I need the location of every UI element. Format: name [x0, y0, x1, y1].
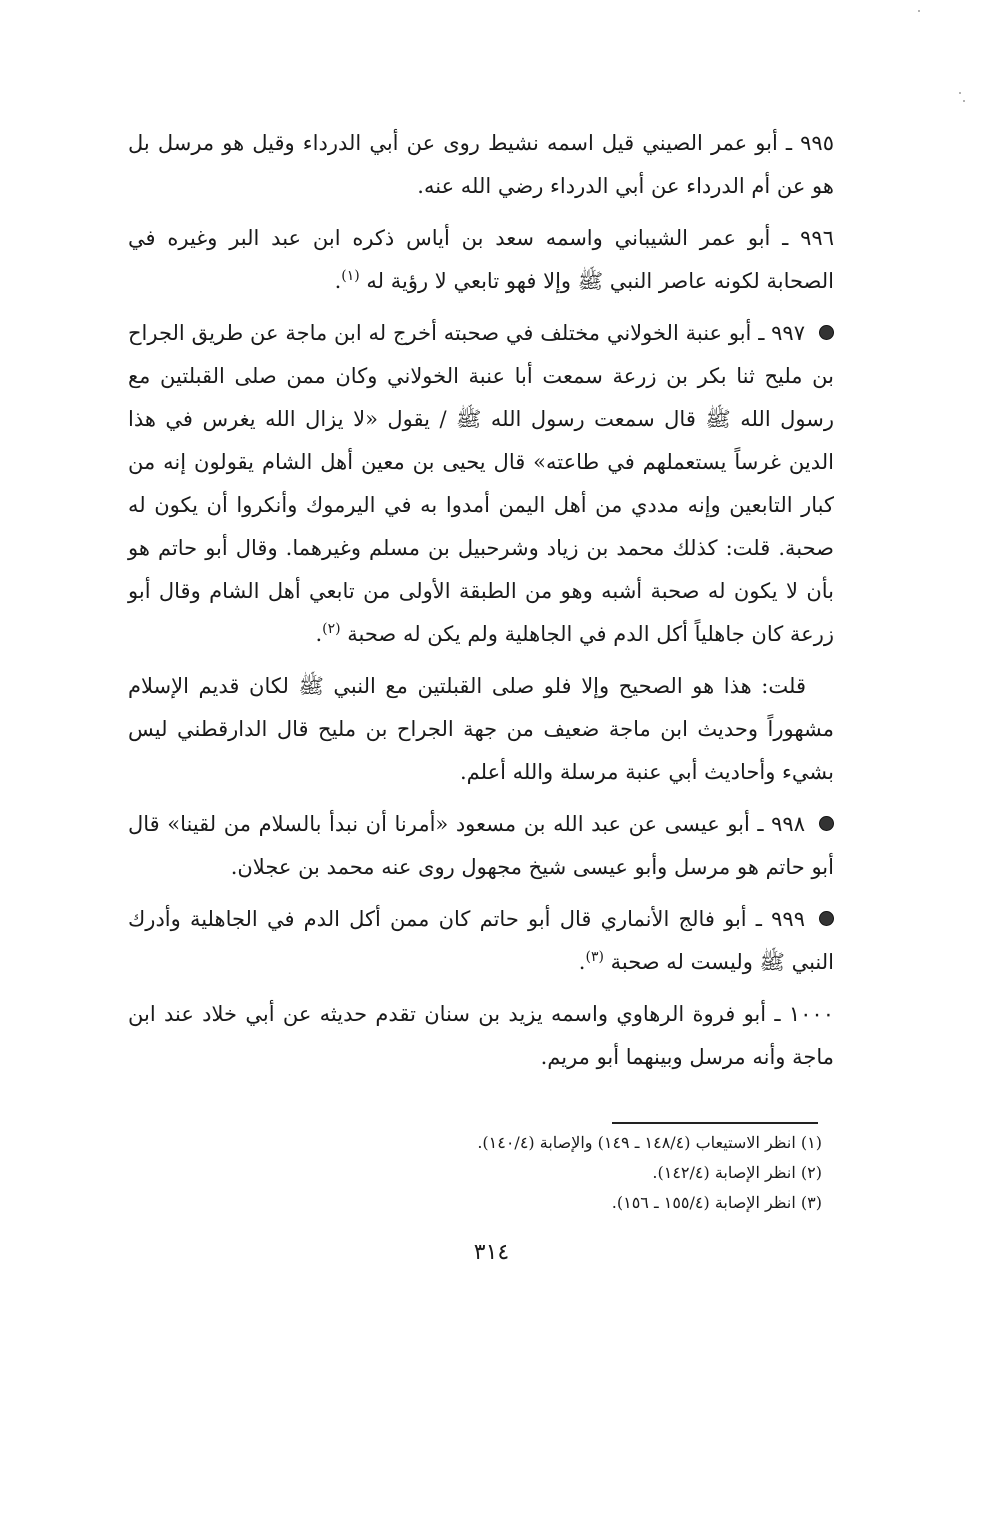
page-number: ٣١٤: [473, 1240, 510, 1265]
scan-speck: [959, 92, 961, 94]
footnote-ref-1: (١): [341, 268, 360, 284]
entry-996-end: .: [334, 269, 342, 293]
entry-995-text: ٩٩٥ ـ أبو عمر الصيني قيل اسمه نشيط روى عن أبي الدرداء وقيل هو مرسل بل هو عن أم الدرداء عن أبي الدرداء رضي الله عنه.: [128, 131, 834, 198]
body-text: [128, 122, 834, 1088]
entry-997-comment-text: قلت: هذا هو الصحيح وإلا فلو صلى القبلتين مع النبي ﷺ لكان قديم الإسلام مشهوراً وحديث ابن ماجة ضعيف من جهة الجراح بن مليح قال الدارقطني ليس بشيء وأحاديث أبي عنبة مرسلة والله أعلم.: [128, 674, 834, 784]
footnote-1: (١) انظر الاستيعاب (١٤٨/٤ ـ ١٤٩) والإصابة (١٤٠/٤).: [477, 1133, 822, 1152]
entry-998: [128, 803, 834, 889]
footnote-2: (٢) انظر الإصابة (١٤٢/٤).: [652, 1163, 822, 1182]
entry-995: [128, 122, 834, 208]
scan-speck: [963, 100, 965, 102]
footnotes: [370, 1128, 822, 1218]
entry-999-text: ٩٩٩ ـ أبو فالج الأنماري قال أبو حاتم كان ممن أكل الدم في الجاهلية وأدرك النبي ﷺ وليست له صحبة: [128, 907, 834, 974]
footnote-ref-3: (٣): [585, 949, 604, 965]
entry-997: [128, 312, 834, 656]
footnote-3: (٣) انظر الإصابة (١٥٥/٤ ـ ١٥٦).: [611, 1193, 822, 1212]
bullet-marker-icon: [819, 816, 834, 831]
bullet-marker-icon: [819, 911, 834, 926]
entry-997-text: ٩٩٧ ـ أبو عنبة الخولاني مختلف في صحبته أخرج له ابن ماجة عن طريق الجراح بن مليح ثنا بكر بن زرعة سمعت أبا عنبة الخولاني وكان ممن صلى القبلتين مع رسول الله ﷺ قال سمعت رسول الله ﷺ / يقول «لا يزال الله يغرس في هذا الدين غرساً يستعملهم في طاعته» قال يحيى بن معين أهل الشام يقولون إنه من كبار التابعين وإنه مددي من أهل اليمن أمدوا به في اليرموك وأنكروا أن يكون له صحبة. قلت: كذلك محمد بن زياد وشرحبيل بن مسلم وغيرهما. وقال أبو حاتم هو بأن لا يكون له صحبة أشبه وهو من الطبقة الأولى من تابعي أهل الشام وقال أبو زرعة كان جاهلياً أكل الدم في الجاهلية ولم يكن له صحبة: [128, 321, 834, 646]
entry-999: [128, 898, 834, 984]
entry-996-text: ٩٩٦ ـ أبو عمر الشيباني واسمه سعد بن أياس ذكره ابن عبد البر وغيره في الصحابة لكونه عاصر النبي ﷺ وإلا فهو تابعي لا رؤية له: [128, 226, 834, 293]
entry-998-text: ٩٩٨ ـ أبو عيسى عن عبد الله بن مسعود «أمرنا أن نبدأ بالسلام من لقينا» قال أبو حاتم هو مرسل وأبو عيسى شيخ مجهول روى عنه محمد بن عجلان.: [128, 812, 834, 879]
footnote-divider: [612, 1122, 818, 1124]
entry-996: [128, 217, 834, 303]
scan-speck: [918, 10, 920, 12]
bullet-marker-icon: [819, 325, 834, 340]
entry-997-comment: [128, 665, 834, 794]
entry-997-end: .: [315, 622, 323, 646]
entry-1000: [128, 993, 834, 1079]
entry-1000-text: ١٠٠٠ ـ أبو فروة الرهاوي واسمه يزيد بن سنان تقدم حديثه عن أبي خلاد عند ابن ماجة وأنه مرسل وبينهما أبو مريم.: [128, 1002, 834, 1069]
entry-999-end: .: [578, 950, 586, 974]
footnote-ref-2: (٢): [322, 621, 341, 637]
